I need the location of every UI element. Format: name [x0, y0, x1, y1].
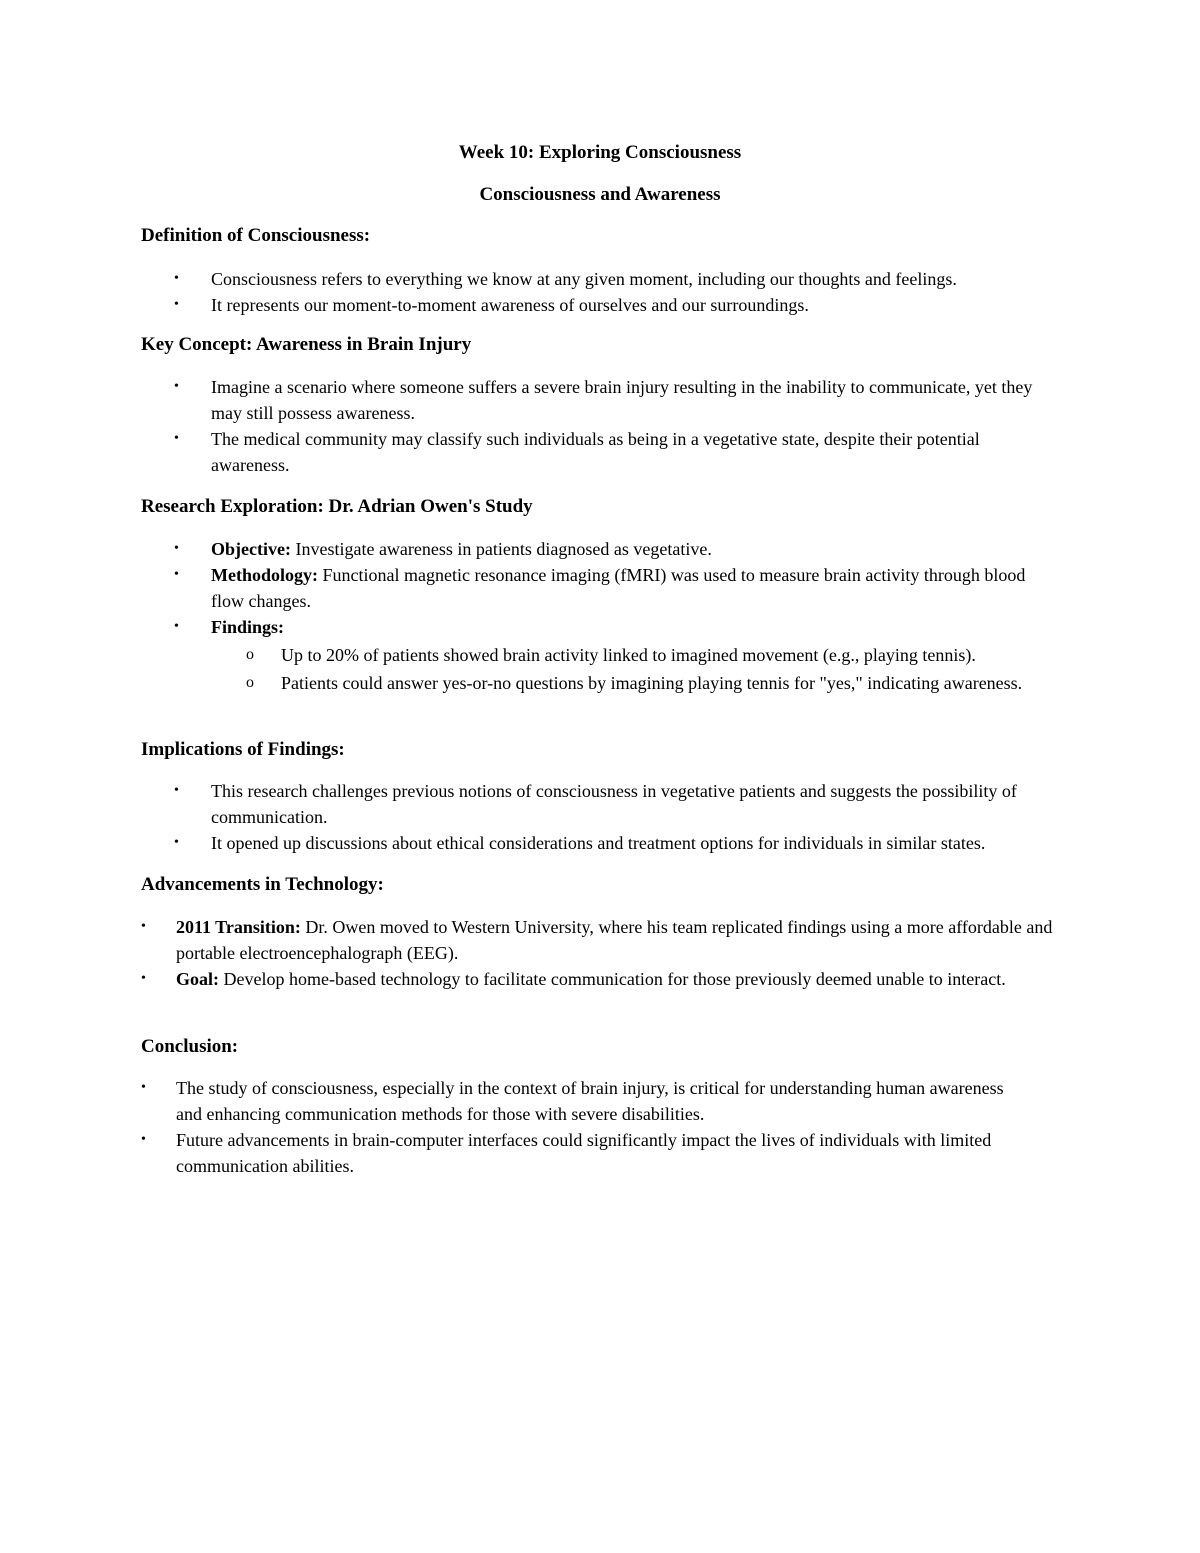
list-item-text: Future advancements in brain-computer interfaces could significantly impact the lives of individuals with limited communication abilities.: [176, 1130, 992, 1176]
list-item: [141, 966, 1056, 992]
list-item-text: Imagine a scenario where someone suffers a severe brain injury resulting in the inability to communicate, yet they may still possess awareness.: [211, 377, 1033, 423]
bullet-icon: •: [174, 567, 179, 582]
list-item: [174, 536, 1061, 562]
list-item: [174, 562, 1061, 614]
list-item: [174, 614, 1061, 696]
list-item: [174, 426, 1061, 478]
research-list: [174, 536, 1061, 696]
list-item-text: Consciousness refers to everything we know at any given moment, including our thoughts and feelings.: [211, 269, 957, 289]
implications-list: [174, 778, 1071, 856]
list-item: [141, 1127, 1026, 1179]
conclusion-list: [141, 1075, 1026, 1179]
circle-bullet-icon: o: [246, 646, 254, 663]
methodology-text: Functional magnetic resonance imaging (fMRI) was used to measure brain activity through blood flow changes.: [211, 565, 1026, 611]
document-title: Week 10: Exploring Consciousness: [458, 142, 742, 163]
document-subtitle: Consciousness and Awareness: [479, 184, 721, 205]
key-concept-heading: Key Concept: Awareness in Brain Injury: [141, 334, 472, 355]
sub-list-item: [246, 642, 1061, 668]
bullet-icon: •: [141, 1080, 146, 1095]
list-item: [174, 266, 1071, 292]
key-concept-list: [174, 374, 1061, 478]
transition-label: 2011 Transition:: [176, 917, 301, 937]
conclusion-heading: Conclusion:: [141, 1036, 239, 1057]
implications-heading: Implications of Findings:: [141, 739, 345, 760]
findings-label: Findings:: [211, 617, 285, 637]
research-heading: Research Exploration: Dr. Adrian Owen's Study: [141, 496, 533, 517]
list-item-text: It represents our moment-to-moment awareness of ourselves and our surroundings.: [211, 295, 809, 315]
list-item: [141, 1075, 1026, 1127]
list-item: [141, 914, 1056, 966]
findings-sublist: [211, 642, 1061, 696]
circle-bullet-icon: o: [246, 674, 254, 691]
list-item: [174, 830, 1071, 856]
bullet-icon: •: [174, 541, 179, 556]
list-item-text: The medical community may classify such individuals as being in a vegetative state, despite their potential awareness.: [211, 429, 980, 475]
objective-label: Objective:: [211, 539, 291, 559]
bullet-icon: •: [141, 919, 146, 934]
list-item-text: It opened up discussions about ethical considerations and treatment options for individuals in similar states.: [211, 833, 986, 853]
list-item: [174, 292, 1071, 318]
goal-label: Goal:: [176, 969, 219, 989]
bullet-icon: •: [174, 271, 179, 286]
bullet-icon: •: [174, 835, 179, 850]
goal-text: Develop home-based technology to facilitate communication for those previously deemed unable to interact.: [219, 969, 1006, 989]
list-item: [174, 778, 1071, 830]
technology-heading: Advancements in Technology:: [141, 874, 384, 895]
bullet-icon: •: [174, 619, 179, 634]
bullet-icon: •: [174, 783, 179, 798]
list-item-text: This research challenges previous notions of consciousness in vegetative patients and suggests the possibility of communication.: [211, 781, 1017, 827]
bullet-icon: •: [174, 297, 179, 312]
bullet-icon: •: [174, 431, 179, 446]
transition-text: Dr. Owen moved to Western University, where his team replicated findings using a more affordable and portable electroencephalograph (EEG).: [176, 917, 1053, 963]
objective-text: Investigate awareness in patients diagnosed as vegetative.: [290, 539, 712, 559]
sub-list-item-text: Up to 20% of patients showed brain activity linked to imagined movement (e.g., playing tennis).: [281, 645, 976, 665]
definition-heading: Definition of Consciousness:: [141, 225, 371, 246]
sub-list-item: [246, 670, 1061, 696]
bullet-icon: •: [141, 1132, 146, 1147]
methodology-label: Methodology:: [211, 565, 318, 585]
list-item-text: The study of consciousness, especially in the context of brain injury, is critical for understanding human awareness and enhancing communication methods for those with severe disabilities.: [176, 1078, 1004, 1124]
technology-list: [141, 914, 1056, 992]
bullet-icon: •: [141, 971, 146, 986]
sub-list-item-text: Patients could answer yes-or-no questions by imagining playing tennis for "yes," indicating awareness.: [281, 673, 1023, 693]
bullet-icon: •: [174, 379, 179, 394]
list-item: [174, 374, 1061, 426]
definition-list: [174, 266, 1071, 318]
